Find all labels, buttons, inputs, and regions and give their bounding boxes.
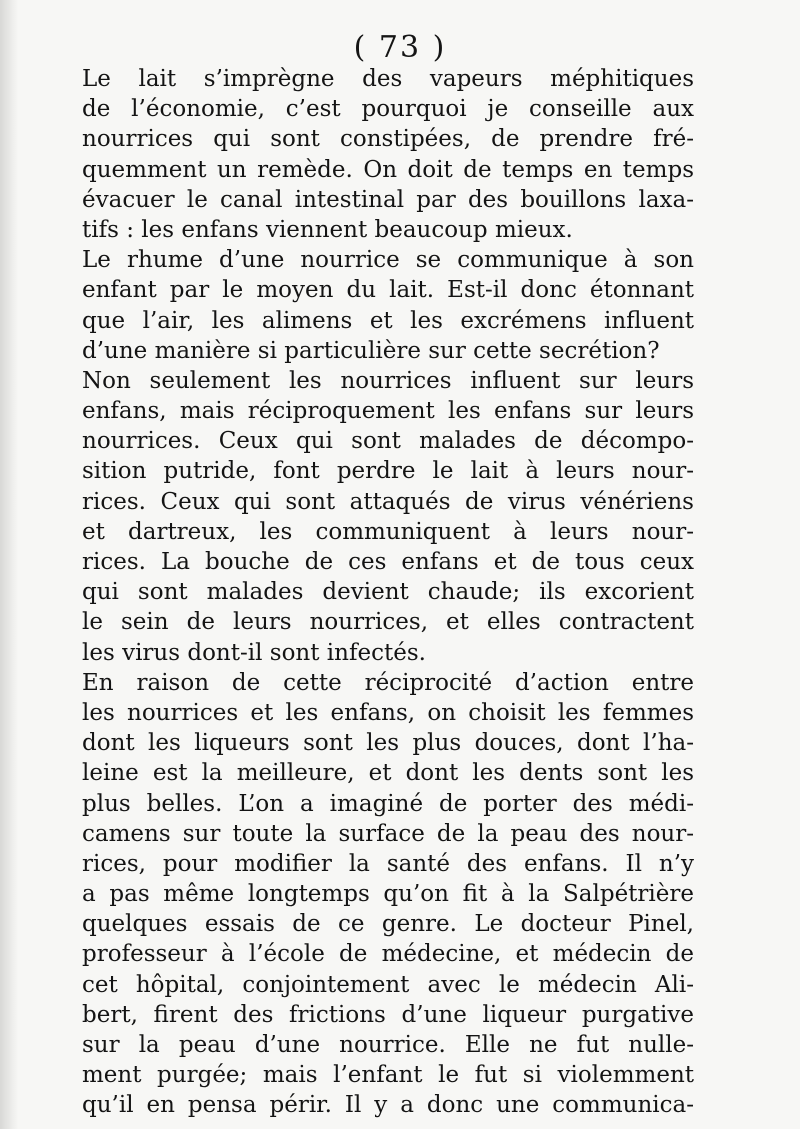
text-line: d’une manière si particulière sur cette secrétion? [82, 337, 660, 364]
text-line: Le lait s’imprègne des vapeurs méphitiques [82, 66, 694, 92]
page-number: ( 73 ) [353, 30, 447, 65]
text-line: évacuer le canal intestinal par des bouillons laxa- [82, 186, 694, 213]
text-line: les virus dont-il sont infectés. [82, 639, 426, 666]
text-line: a pas même longtemps qu’on fit à la Salpétrière [82, 881, 694, 908]
text-line: leine est la meilleure, et dont les dents sont les [82, 760, 694, 787]
text-line: quelques essais de ce genre. Le docteur Pinel, [82, 911, 694, 938]
text-line: quemment un remède. On doit de temps en temps [82, 156, 694, 183]
text-line: sur la peau d’une nourrice. Elle ne fut nulle- [82, 1032, 694, 1058]
text-line: plus belles. L’on a imaginé de porter des médi- [82, 790, 694, 817]
text-line: Non seulement les nourrices influent sur leurs [82, 367, 694, 394]
text-line: nourrices. Ceux qui sont malades de décompo- [82, 428, 694, 455]
text-line: En raison de cette réciprocité d’action entre [82, 669, 694, 696]
text-line: sition putride, font perdre le lait à leurs nour- [82, 458, 694, 485]
text-line: camens sur toute la surface de la peau des nour- [82, 820, 694, 847]
text-line: qui sont malades devient chaude; ils excorient [82, 579, 694, 606]
text-line: le sein de leurs nourrices, et elles contractent [82, 609, 694, 636]
text-line: enfans, mais réciproquement les enfans sur leurs [82, 398, 694, 425]
text-line: de l’économie, c’est pourquoi je conseille aux [82, 96, 694, 123]
text-line: enfant par le moyen du lait. Est-il donc étonnant [82, 277, 694, 304]
text-line: rices, pour modifier la santé des enfans. Il n’y [82, 850, 694, 877]
text-line: tifs : les enfans viennent beaucoup mieux. [82, 216, 573, 243]
text-line: rices. La bouche de ces enfans et de tous ceux [82, 549, 694, 575]
text-line: ment purgée; mais l’enfant le fut si violemment [82, 1062, 694, 1089]
page-edge-shadow [0, 0, 18, 1129]
text-line: et dartreux, les communiquent à leurs nour- [82, 518, 694, 545]
body-text [82, 64, 694, 1121]
text-line: professeur à l’école de médecine, et médecin de [82, 941, 694, 968]
text-line: Le rhume d’une nourrice se communique à son [82, 247, 694, 274]
text-line: dont les liqueurs sont les plus douces, dont l’ha- [82, 730, 694, 757]
text-line: les nourrices et les enfans, on choisit les femmes [82, 699, 694, 726]
text-line: qu’il en pensa périr. Il y a donc une communica- [82, 1092, 694, 1119]
text-line: que l’air, les alimens et les excrémens influent [82, 307, 694, 334]
text-line: bert, firent des frictions d’une liqueur purgative [82, 1001, 694, 1028]
text-line: cet hôpital, conjointement avec le médecin Ali- [82, 971, 694, 998]
text-line: rices. Ceux qui sont attaqués de virus vénériens [82, 488, 694, 515]
text-line: nourrices qui sont constipées, de prendre fré- [82, 126, 694, 153]
